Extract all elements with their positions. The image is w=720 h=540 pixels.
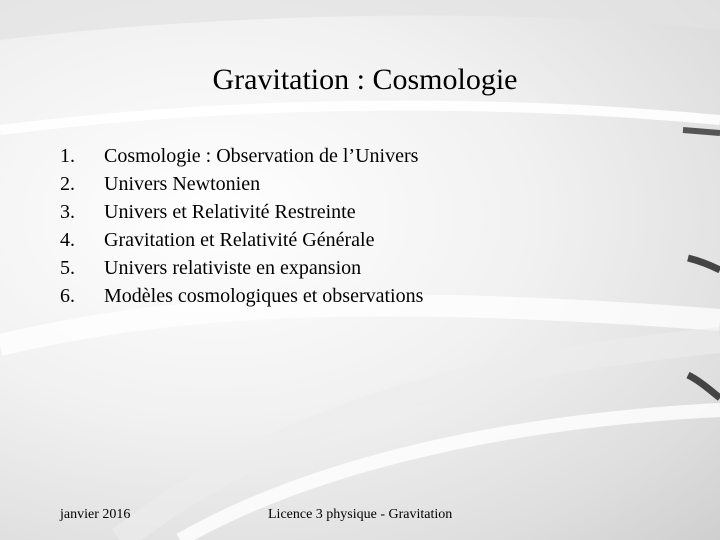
list-item-text: Cosmologie : Observation de l’Univers: [104, 145, 419, 167]
list-item-number: 4.: [60, 229, 75, 251]
list-item-text: Modèles cosmologiques et observations: [104, 285, 424, 307]
list-item: [60, 226, 423, 254]
list-item-text: Gravitation et Relativité Générale: [104, 229, 375, 251]
list-item: [60, 142, 423, 170]
list-item: [60, 254, 423, 282]
list-item: [60, 282, 423, 310]
topic-list: [60, 142, 423, 310]
footer-date: janvier 2016: [60, 507, 131, 522]
list-item-text: Univers relativiste en expansion: [104, 257, 362, 279]
list-item-number: 1.: [60, 145, 75, 167]
list-item-number: 6.: [60, 285, 75, 307]
footer-course: Licence 3 physique - Gravitation: [268, 507, 453, 522]
list-item: [60, 170, 423, 198]
list-item-number: 5.: [60, 257, 75, 279]
slide-title: Gravitation : Cosmologie: [212, 63, 518, 96]
list-item-number: 2.: [60, 173, 75, 195]
list-item-text: Univers Newtonien: [104, 173, 261, 195]
list-item: [60, 198, 423, 226]
list-item-text: Univers et Relativité Restreinte: [104, 201, 356, 223]
list-item-number: 3.: [60, 201, 75, 223]
